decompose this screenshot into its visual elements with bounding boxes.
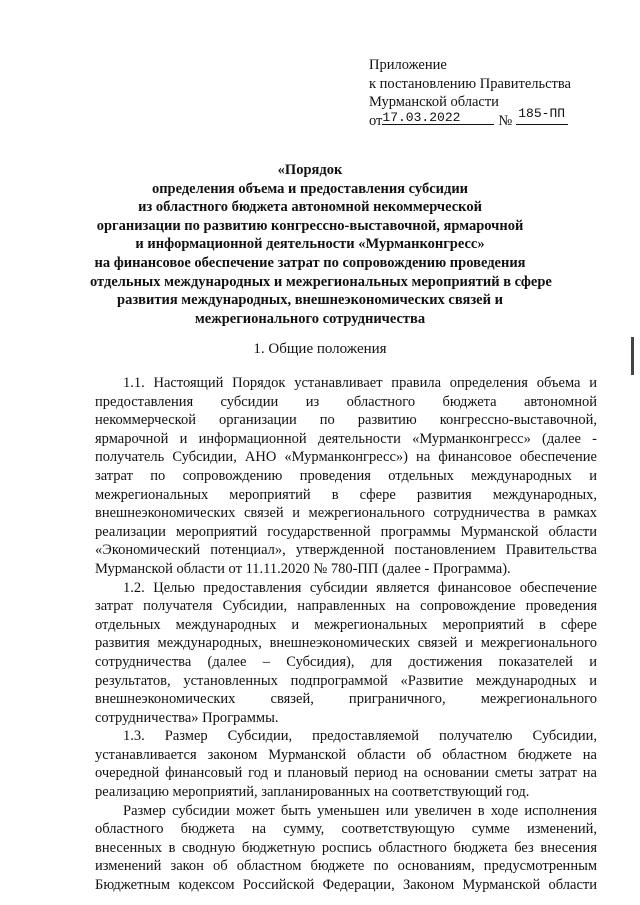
title-line: развития международных, внешнеэкономических связей и [117,292,503,309]
text-line: областного бюджета на сумму, соответствующую сумме изменений, [95,821,597,838]
text-line: внесенных в сводную бюджетную роспись областного бюджета без внесения [95,839,597,856]
title-line: организации по развитию конгрессно-выставочной, ярмарочной [96,217,524,234]
text-line: 1.2. Целью предоставления субсидии является финансовое обеспечение [123,579,597,596]
resolution-date: 17.03.2022 [382,109,461,125]
title-line: и информационной деятельности «Мурманконгресс» [135,236,485,253]
title-line: из областного бюджета автономной некоммерческой [138,199,482,216]
text-line: устанавливается законом Мурманской области об областном бюджете на [95,746,597,763]
text-line: отдельных международных и межрегиональных мероприятий в сфере [95,616,597,633]
appendix-date-line [369,106,609,131]
title-line: «Порядок [277,162,343,178]
text-line: внешнеэкономических связей и межрегионального сотрудничества в рамках [95,505,597,522]
text-line: результатов, установленных подпрограммой «Развитие международных и [95,672,597,689]
text-line: сотрудничества» Программы. [95,709,279,726]
title-line: определения объема и предоставления субсидии [151,180,469,197]
text-line: Бюджетным кодексом Российской Федерации, Законом Мурманской области [95,877,597,894]
section-heading: 1. Общие положения [253,341,387,357]
text-line: 1.3. Размер Субсидии, предоставляемой получателю Субсидии, [123,728,597,745]
text-line: ярмарочной и информационной деятельности «Мурманконгресс» (далее - [95,430,597,447]
document-body [95,374,597,895]
appendix-block [369,56,609,130]
text-line: сотрудничества (далее – Субсидия), для достижения показателей и [95,653,597,670]
appendix-resolution-line: к постановлению Правительства [369,75,571,92]
number-label: № [498,112,513,129]
text-line: «Экономический потенциал», утвержденной постановлением Правительства [95,542,597,559]
text-line: очередной финансовый год и плановый период на основании сметы затрат на [95,765,597,782]
text-line: межрегиональных мероприятий в сфере развития международных, [95,486,597,503]
resolution-number: 185-ПП [518,106,566,121]
from-label: от [369,112,383,129]
scan-edge-mark [631,337,634,375]
text-line: внешнеэкономических связей, приграничного, межрегионального [95,691,597,708]
text-line: развития международных, внешнеэкономических связей и межрегионального [95,635,597,652]
document-title [90,161,552,328]
title-line: отдельных международных и межрегиональных мероприятий в сфере [90,273,552,290]
text-line: некоммерческой организации по развитию конгрессно-выставочной, [95,412,597,429]
title-line: межрегионального сотрудничества [194,310,426,327]
text-line: Мурманской области от 11.11.2020 № 780-ПП (далее - Программа). [95,560,511,577]
appendix-region-line: Мурманской области [369,94,499,110]
text-line: изменений закон об областном бюджете по основаниям, предусмотренным [95,858,597,875]
date-underline [382,109,494,125]
text-line: затрат по сопровождению проведения отдельных международных и [95,467,597,484]
text-line: предоставления субсидии из областного бюджета автономной [95,393,597,410]
title-line: на финансовое обеспечение затрат по сопровождению проведения [94,254,526,271]
text-line: реализации мероприятий государственной программы Мурманской области [95,523,597,540]
text-line: получатель Субсидии, АНО «Мурманконгресс») на финансовое обеспечение [95,449,597,466]
number-underline [516,106,568,125]
text-line: реализацию мероприятий, запланированных на соответствующий год. [95,784,530,801]
text-line: 1.1. Настоящий Порядок устанавливает правила определения объема и [123,375,597,391]
text-line: Размер субсидии может быть уменьшен или увеличен в ходе исполнения [123,802,597,819]
text-line: затрат получателя Субсидии, направленных на сопровождение проведения [95,598,597,615]
appendix-title: Приложение [369,57,447,73]
